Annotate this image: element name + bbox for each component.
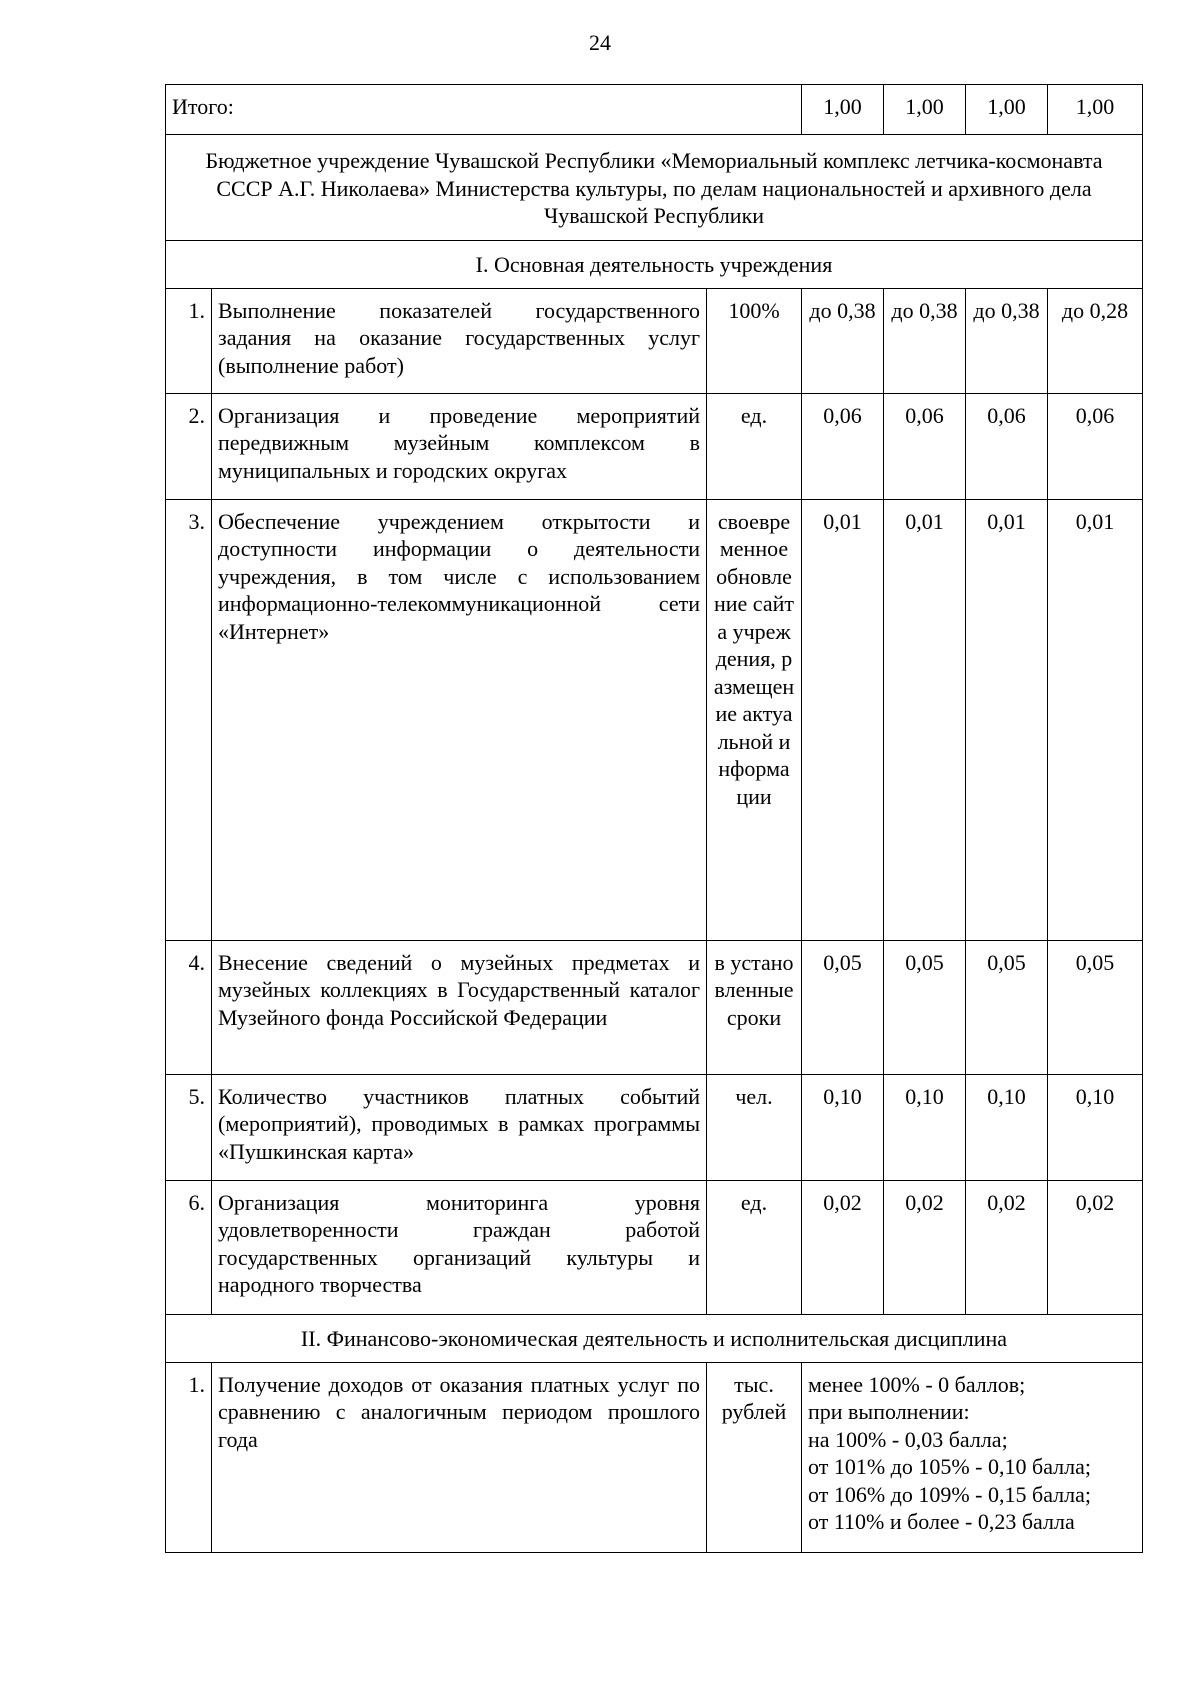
row-unit: в установленные сроки [707,940,802,1074]
row-description: Организация и проведение мероприятий передвижным музейным комплексом в муниципальных и городских округах [212,393,707,499]
institution-title: Бюджетное учреждение Чувашской Республики «Мемориальный комплекс летчика-космонавта СССР А.Г. Николаева» Министерства культуры, по делам национальностей и архивного дела Чувашской Республики [166,135,1143,241]
row-unit: своевременное обновление сайта учреждения, размещение актуальной информации [707,499,802,940]
row-value: до 0,28 [1048,288,1143,393]
table-row [166,288,1143,393]
table-row [166,940,1143,1074]
section-header-row [166,240,1143,288]
row-value: 0,10 [966,1074,1048,1180]
row-value: 0,02 [884,1180,966,1314]
row-value: до 0,38 [966,288,1048,393]
criteria-line: менее 100% - 0 баллов; [808,1371,1026,1397]
row-value: 0,10 [802,1074,884,1180]
scoring-criteria [802,1362,1143,1552]
total-value: 1,00 [966,85,1048,135]
table-row [166,499,1143,940]
row-value: 0,05 [884,940,966,1074]
row-value: до 0,38 [802,288,884,393]
row-description: Выполнение показателей государственного задания на оказание государственных услуг (выполнение работ) [212,288,707,393]
table-row [166,1074,1143,1180]
row-value: 0,06 [966,393,1048,499]
row-value: 0,06 [802,393,884,499]
row-value: 0,05 [802,940,884,1074]
row-description: Организация мониторинга уровня удовлетворенности граждан работой государственных организаций культуры и народного творчества [212,1180,707,1314]
row-value: 0,10 [884,1074,966,1180]
criteria-line: от 106% до 109% - 0,15 балла; [808,1481,1091,1507]
table-row [166,1362,1143,1552]
table-row [166,1180,1143,1314]
row-value: 0,02 [966,1180,1048,1314]
institution-row [166,135,1143,241]
row-number: 1. [166,288,212,393]
row-unit: ед. [707,1180,802,1314]
row-description: Количество участников платных событий (мероприятий), проводимых в рамках программы «Пушкинская карта» [212,1074,707,1180]
row-value: до 0,38 [884,288,966,393]
total-value: 1,00 [802,85,884,135]
criteria-line: при выполнении: [808,1399,970,1424]
total-value: 1,00 [884,85,966,135]
total-value: 1,00 [1048,85,1143,135]
row-number: 2. [166,393,212,499]
row-number: 5. [166,1074,212,1180]
row-description: Обеспечение учреждением открытости и доступности информации о деятельности учреждения, в том числе с использованием информационно-телекоммуникационной сети «Интернет» [212,499,707,940]
page-number: 24 [589,30,611,55]
table-row [166,393,1143,499]
total-label: Итого: [166,85,802,135]
row-value: 0,10 [1048,1074,1143,1180]
criteria-line: от 110% и более - 0,23 балла [808,1509,1075,1534]
criteria-line: от 101% до 105% - 0,10 балла; [808,1454,1091,1479]
row-value: 0,02 [802,1180,884,1314]
row-value: 0,06 [884,393,966,499]
row-number: 3. [166,499,212,940]
row-value: 0,05 [966,940,1048,1074]
row-description: Внесение сведений о музейных предметах и музейных коллекциях в Государственный каталог Музейного фонда Российской Федерации [212,940,707,1074]
row-value: 0,05 [1048,940,1143,1074]
row-unit: чел. [707,1074,802,1180]
row-value: 0,01 [884,499,966,940]
row-value: 0,01 [802,499,884,940]
row-value: 0,01 [1048,499,1143,940]
row-unit: 100% [707,288,802,393]
section-header-row [166,1314,1143,1362]
row-value: 0,02 [1048,1180,1143,1314]
row-unit: ед. [707,393,802,499]
row-value: 0,01 [966,499,1048,940]
section-title: II. Финансово-экономическая деятельность и исполнительская дисциплина [166,1314,1143,1362]
row-unit: тыс. рублей [707,1362,802,1552]
row-description: Получение доходов от оказания платных услуг по сравнению с аналогичным периодом прошлого года [212,1362,707,1552]
row-number: 1. [166,1362,212,1552]
indicators-table [165,84,1143,1553]
row-number: 4. [166,940,212,1074]
criteria-line: на 100% - 0,03 балла; [808,1426,1008,1452]
section-title: I. Основная деятельность учреждения [166,240,1143,288]
total-row [166,85,1143,135]
row-number: 6. [166,1180,212,1314]
row-value: 0,06 [1048,393,1143,499]
